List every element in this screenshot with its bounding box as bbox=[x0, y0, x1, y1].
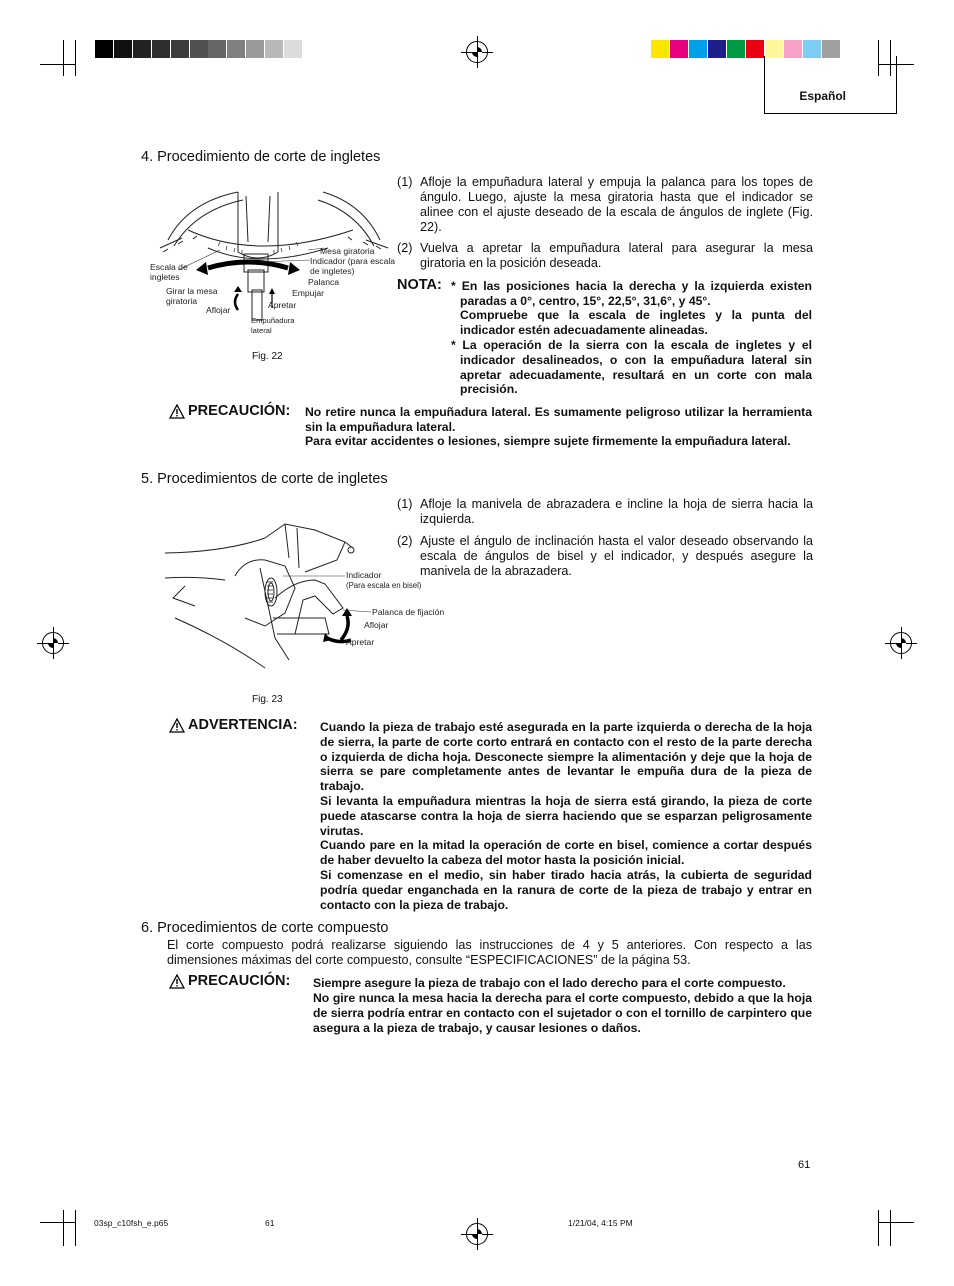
section-6-intro: El corte compuesto podrá realizarse siguiendo las instrucciones de 4 y 5 anteriores. Con respecto a las dimensiones máximas del corte compuesto, consulte “ESPECIFICACIONES” de la página 53. bbox=[167, 938, 812, 967]
fig23-label-indicador: Indicador bbox=[346, 570, 382, 580]
footer-date: 1/21/04, 4:15 PM bbox=[568, 1218, 633, 1228]
caution-text-1b: Para evitar accidentes o lesiones, siempre sujete firmemente la empuñadura lateral. bbox=[305, 434, 791, 448]
section-4-item-1 bbox=[397, 175, 813, 235]
gray-swatch bbox=[171, 40, 189, 58]
registration-mark-left bbox=[42, 632, 64, 654]
registration-mark-bottom bbox=[466, 1223, 488, 1245]
item-number: (2) bbox=[397, 534, 413, 548]
section-4-heading: 4. Procedimiento de corte de ingletes bbox=[141, 149, 381, 165]
caution-label-1: PRECAUCIÓN: bbox=[169, 403, 290, 419]
gray-swatch bbox=[265, 40, 283, 58]
fig22-label-mesa: Mesa giratoria bbox=[320, 246, 375, 256]
gray-swatch bbox=[95, 40, 113, 58]
fig23-caption: Fig. 23 bbox=[252, 694, 283, 705]
note-label: NOTA: bbox=[397, 277, 442, 293]
figure-23 bbox=[165, 518, 375, 670]
footer-filename: 03sp_c10fsh_e.p65 bbox=[94, 1218, 169, 1228]
fig22-caption: Fig. 22 bbox=[252, 351, 283, 362]
warning-triangle-icon bbox=[169, 404, 185, 419]
gray-swatch bbox=[114, 40, 132, 58]
section-6-heading: 6. Procedimientos de corte compuesto bbox=[141, 920, 389, 936]
caution-text-2b: No gire nunca la mesa hacia la derecha para el corte compuesto, debido a que la hoja de sierra podría entrar en contacto con el sujetador o con el tornillo de carpintero que asegura a la pieza de trabajo, y causar lesiones o daños. bbox=[313, 991, 812, 1035]
fig22-label-apretar: Apretar bbox=[268, 300, 297, 310]
note-text-1b: Compruebe que la escala de ingletes y la punta del indicador estén adecuadamente alineadas. bbox=[460, 308, 812, 337]
gray-swatch bbox=[208, 40, 226, 58]
bevel-saw-illustration bbox=[165, 518, 375, 670]
section-5-item-1 bbox=[397, 497, 813, 527]
fig22-label-girar: Girar la mesa giratoria bbox=[166, 286, 218, 306]
item-text: Ajuste el ángulo de inclinación hasta el valor deseado observando la escala de ángulos de bisel y el indicador, y después asegure la manivela de la abrazadera. bbox=[420, 534, 813, 578]
language-label: Español bbox=[799, 89, 846, 103]
warning-label: ADVERTENCIA: bbox=[169, 717, 298, 733]
fig22-label-empunadura: Empuñadura lateral bbox=[251, 316, 295, 335]
color-swatch bbox=[708, 40, 726, 58]
warning-text-4: Si comenzase en el medio, sin haber tirado hacia atrás, la cubierta de seguridad podría quedar enganchada en la ranura de corte de la pieza de trabajo y entrar en contacto con la pieza de trabajo. bbox=[320, 868, 812, 912]
fig23-label-apretar: Apretar bbox=[346, 637, 375, 647]
fig22-label-empujar: Empujar bbox=[292, 288, 324, 298]
color-swatch bbox=[689, 40, 707, 58]
fig23-label-indicador-sub: (Para escala en bisel) bbox=[346, 581, 422, 590]
item-text: Vuelva a apretar la empuñadura lateral para asegurar la mesa giratoria en la posición deseada. bbox=[420, 241, 813, 270]
fig23-label-palanca: Palanca de fijación bbox=[372, 607, 445, 617]
item-number: (1) bbox=[397, 497, 413, 511]
warning-text-3: Cuando pare en la mitad la operación de corte en bisel, comience a cortar después de haber devuelto la cabeza del motor hasta la posición inicial. bbox=[320, 838, 812, 867]
note-text-2: * La operación de la sierra con la escala de ingletes y el indicador desalineados, o con la empuñadura lateral sin apretar adecuadamente, resultará en un corte con mala precisión. bbox=[451, 338, 812, 397]
color-swatch bbox=[746, 40, 764, 58]
section-4-item-2 bbox=[397, 241, 813, 271]
caution-text-1: No retire nunca la empuñadura lateral. Es sumamente peligroso utilizar la herramienta sin la empuñadura lateral. bbox=[305, 405, 812, 434]
footer-page: 61 bbox=[265, 1218, 275, 1228]
item-text: Afloje la empuñadura lateral y empuja la palanca para los topes de ángulo. Luego, ajuste la mesa giratoria hasta que el indicador se alinee con el ajuste deseado de la escala de ángulos de inglete (Fig. 22). bbox=[420, 175, 813, 234]
fig22-label-escala: Escala de ingletes bbox=[150, 262, 188, 282]
color-swatch bbox=[670, 40, 688, 58]
fig23-label-aflojar: Aflojar bbox=[364, 620, 389, 630]
gray-swatch bbox=[133, 40, 151, 58]
registration-mark-top bbox=[466, 41, 488, 63]
fig22-label-indicador: Indicador (para escala de ingletes) bbox=[310, 256, 396, 276]
page-number: 61 bbox=[798, 1159, 811, 1171]
color-swatch bbox=[651, 40, 669, 58]
item-text: Afloje la manivela de abrazadera e incline la hoja de sierra hacia la izquierda. bbox=[420, 497, 813, 526]
gray-swatch bbox=[190, 40, 208, 58]
caution-label-2: PRECAUCIÓN: bbox=[169, 973, 290, 989]
fig22-label-palanca: Palanca bbox=[308, 277, 340, 287]
note-text-1: * En las posiciones hacia la derecha y la izquierda existen paradas a 0°, centro, 15°, 22,5°, 31,6°, y 45°. bbox=[451, 279, 812, 308]
section-5-heading: 5. Procedimientos de corte de ingletes bbox=[141, 471, 388, 487]
caution-text-2: Siempre asegure la pieza de trabajo con el lado derecho para el corte compuesto. bbox=[313, 976, 786, 990]
color-swatch bbox=[727, 40, 745, 58]
gray-swatch bbox=[246, 40, 264, 58]
gray-swatch bbox=[284, 40, 302, 58]
warning-text-1: Cuando la pieza de trabajo esté asegurada en la parte izquierda o derecha de la hoja de sierra, la parte de corte corto entrará en contacto con el resto de la parte derecha o izquierda de dicha hoja. Desconecte siempre la alimentación y deje que la hoja de sierra se pare completamente antes de levantar le empuña dura de la pieza de trabajo. bbox=[320, 720, 812, 794]
fig22-label-aflojar: Aflojar bbox=[206, 305, 231, 315]
warning-text-2: Si levanta la empuñadura mientras la hoja de sierra está girando, la pieza de corte puede atascarse contra la hoja de sierra haciendo que se esparzan peligrosamente virutas. bbox=[320, 794, 812, 838]
item-number: (2) bbox=[397, 241, 413, 255]
language-tab bbox=[764, 56, 897, 114]
warning-triangle-icon bbox=[169, 718, 185, 733]
gray-swatch bbox=[227, 40, 245, 58]
section-5-item-2 bbox=[397, 534, 813, 579]
warning-triangle-icon bbox=[169, 974, 185, 989]
item-number: (1) bbox=[397, 175, 413, 189]
registration-mark-right bbox=[890, 632, 912, 654]
gray-swatch bbox=[152, 40, 170, 58]
